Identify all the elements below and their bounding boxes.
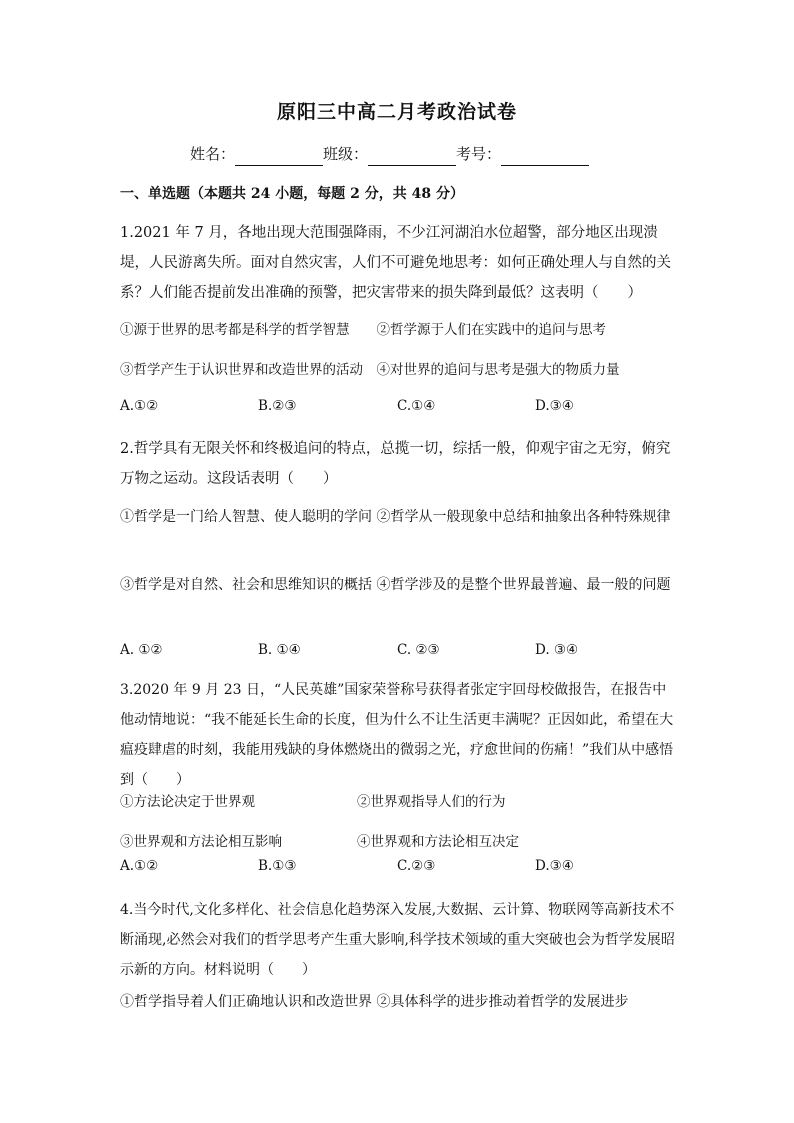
question-1-statement-2: ③哲学产生于认识世界和改造世界的活动 ④对世界的追问与思考是强大的物质力量 (120, 362, 620, 378)
student-info-line (190, 143, 589, 166)
question-1-stem: 1.2021 年 7 月，各地出现大范围强降雨，不少江河湖泊水位超警，部分地区出现溃堤，人民游离失所。面对自然灾害，人们不可避免地思考：如何正确处理人与自然的关系？人们能否提前发出准确的预警，把灾害带来的损失降到最低？这表明（ ） (120, 225, 671, 301)
question-3-statement-2: ②世界观指导人们的行为 (357, 794, 506, 810)
name-label: 姓名： (190, 145, 236, 163)
section-heading: 一、单选题（本题共 24 小题，每题 2 分，共 48 分） (120, 186, 464, 202)
question-3-option-a[interactable]: A.①② (120, 858, 159, 874)
question-2-statement-1: ①哲学是一门给人智慧、使人聪明的学问 ②哲学从一般现象中总结和抽象出各种特殊规律 (120, 509, 671, 525)
name-blank[interactable] (235, 147, 323, 166)
question-2-option-d[interactable]: D. ③④ (535, 642, 579, 658)
question-2-option-a[interactable]: A. ①② (120, 642, 163, 658)
question-2-option-b[interactable]: B. ①④ (258, 642, 301, 658)
question-1-option-c[interactable]: C.①④ (397, 398, 436, 414)
exam-no-blank[interactable] (501, 147, 589, 166)
question-3-option-b[interactable]: B.①③ (258, 858, 297, 874)
exam-no-label: 考号： (456, 145, 502, 163)
class-label: 班级： (323, 145, 369, 163)
question-3-statement-4: ④世界观和方法论相互决定 (357, 834, 519, 850)
question-3-statement-3: ③世界观和方法论相互影响 (120, 834, 282, 850)
question-2-statement-2: ③哲学是对自然、社会和思维知识的概括 ④哲学涉及的是整个世界最普遍、最一般的问题 (120, 577, 671, 593)
question-1-option-b[interactable]: B.②③ (258, 398, 297, 414)
question-3-option-d[interactable]: D.③④ (535, 858, 574, 874)
question-1-option-d[interactable]: D.③④ (535, 398, 574, 414)
question-2-option-c[interactable]: C. ②③ (397, 642, 440, 658)
class-blank[interactable] (368, 147, 456, 166)
question-4-statement-1: ①哲学指导着人们正确地认识和改造世界 ②具体科学的进步推动着哲学的发展进步 (120, 994, 629, 1010)
question-2-stem: 2.哲学具有无限关怀和终极追问的特点，总揽一切，综括一般，仰观宇宙之无穷，俯究万物之运动。这段话表明（ ） (120, 441, 671, 487)
question-3-stem: 3.2020 年 9 月 23 日，“人民英雄”国家荣誉称号获得者张定宇回母校做报告，在报告中他动情地说：“我不能延长生命的长度，但为什么不让生活更丰满呢？正因如此，希望在大瘟疫肆虐的时刻，我能用残缺的身体燃烧出的微弱之光，疗愈世间的伤痛！”我们从中感悟到（ ） (120, 682, 674, 788)
question-1-statement-1: ①源于世界的思考都是科学的哲学智慧 ②哲学源于人们在实践中的追问与思考 (120, 322, 606, 338)
question-1-option-a[interactable]: A.①② (120, 398, 159, 414)
page-title: 原阳三中高二月考政治试卷 (276, 101, 517, 123)
question-4-stem: 4.当今时代,文化多样化、社会信息化趋势深入发展,大数据、云计算、物联网等高新技术不断涌现,必然会对我们的哲学思考产生重大影响,科学技术领域的重大突破也会为哲学发展昭示新的方向。材料说明（ ） (120, 902, 675, 978)
question-3-option-c[interactable]: C.②③ (397, 858, 436, 874)
question-3-statement-1: ①方法论决定于世界观 (120, 794, 255, 810)
